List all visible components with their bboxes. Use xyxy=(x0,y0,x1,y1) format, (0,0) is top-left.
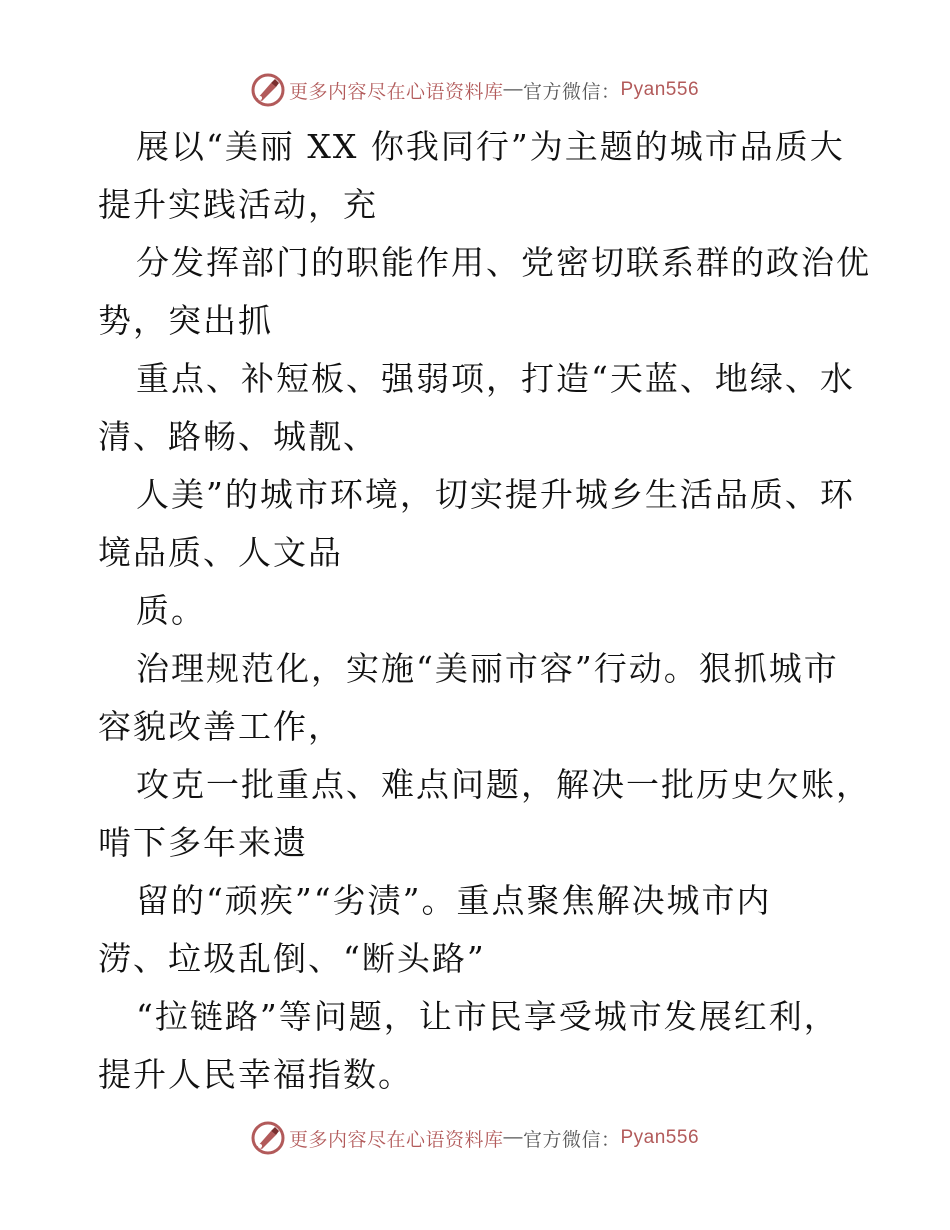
banner-dash: — xyxy=(503,79,523,100)
text-line: 势，突出抓 xyxy=(98,301,273,340)
text-line: 清、路畅、城靓、 xyxy=(98,417,378,456)
text-line: 啃下多年来遗 xyxy=(98,823,308,862)
text-line: 重点、补短板、强弱项，打造“天蓝、地绿、水 xyxy=(136,359,855,398)
text-line: 展以“美丽 XX 你我同行”为主题的城市品质大 xyxy=(136,127,845,166)
wechat-label: 官方微信： xyxy=(522,1129,621,1151)
text-line: 提升人民幸福指数。 xyxy=(98,1055,413,1094)
site-name: 更多内容尽在心语资料库 xyxy=(288,80,504,103)
text-line: “拉链路”等问题，让市民享受城市发展红利， xyxy=(136,997,839,1036)
text-line: 境品质、人文品 xyxy=(98,533,343,572)
document-body xyxy=(98,118,871,1104)
wechat-label: 官方微信： xyxy=(522,81,621,103)
banner-dash: — xyxy=(503,1127,523,1148)
text-line: 人美”的城市环境，切实提升城乡生活品质、环 xyxy=(136,475,855,514)
header-banner xyxy=(0,70,950,110)
text-line: 容貌改善工作， xyxy=(98,707,343,746)
pen-nib-logo-icon xyxy=(251,1121,285,1155)
wechat-id: Pyan556 xyxy=(620,79,700,100)
text-line: 分发挥部门的职能作用、党密切联系群的政治优 xyxy=(136,243,871,282)
footer-banner xyxy=(0,1118,950,1158)
text-line: 质。 xyxy=(136,591,206,630)
text-line: 治理规范化，实施“美丽市容”行动。狠抓城市 xyxy=(136,649,839,688)
text-line: 攻克一批重点、难点问题，解决一批历史欠账， xyxy=(136,765,871,804)
wechat-id: Pyan556 xyxy=(620,1127,700,1148)
text-line: 提升实践活动，充 xyxy=(98,185,378,224)
text-line: 涝、垃圾乱倒、“断头路” xyxy=(98,939,486,978)
pen-nib-logo-icon xyxy=(251,73,285,107)
text-line: 留的“顽疾”“劣渍”。重点聚焦解决城市内 xyxy=(136,881,772,920)
site-name: 更多内容尽在心语资料库 xyxy=(288,1128,504,1151)
